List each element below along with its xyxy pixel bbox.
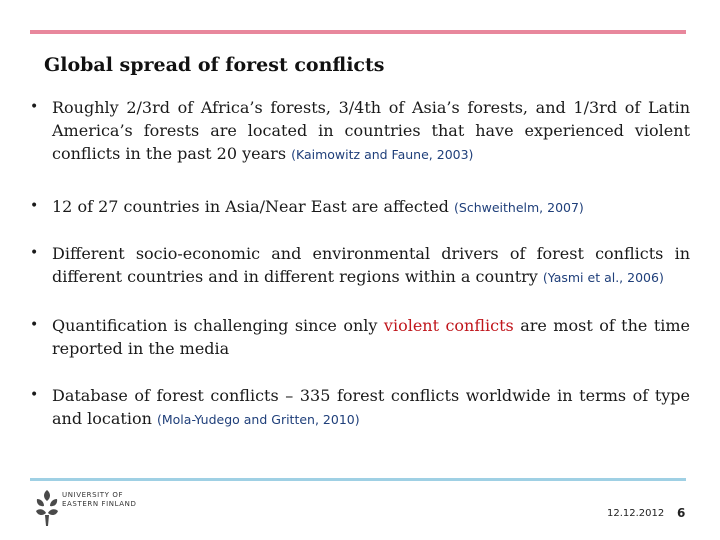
bullet-dot: • [30,245,39,261]
bullet-dot: • [30,387,39,403]
bullet-citation: (Yasmi et al., 2006) [542,270,664,285]
bullet-item [30,195,690,219]
bullet-item [30,384,690,431]
bullet-text: Different socio-economic and environmental drivers of forest conflicts in different countries and in different regions within a country [52,244,690,286]
bullet-item [30,242,690,289]
bullet-text: Quantification is challenging since only [52,316,378,335]
bullet-dot: • [30,198,39,214]
bullet-item [30,96,690,166]
top-divider [30,30,686,34]
bullet-citation: (Mola-Yudego and Gritten, 2010) [157,412,360,427]
slide-title: Global spread of forest conflicts [44,54,385,76]
bullet-text: Roughly 2/3rd of Africa’s forests, 3/4th of Asia’s forests, and 1/3rd of Latin America’s forests are located in countries that have experienced violent conflicts in the past 20 years [52,98,690,163]
bullet-citation: (Schweithelm, 2007) [454,200,584,215]
leaf-emblem-icon [36,490,58,526]
university-name-line2: EASTERN FINLAND [62,500,137,508]
highlight-violent-conflicts: violent conflicts [383,316,514,335]
bottom-divider [30,478,686,481]
university-name [62,491,136,509]
bullet-dot: • [30,317,39,333]
bullet-text: 12 of 27 countries in Asia/Near East are affected [52,197,449,216]
bullet-text: Database of forest conflicts – 335 forest conflicts worldwide in terms of type and location [52,386,690,428]
bullet-citation: (Kaimowitz and Faune, 2003) [291,147,474,162]
bullet-item [30,314,690,360]
university-name-line1: UNIVERSITY OF [62,491,124,499]
bullet-dot: • [30,99,39,115]
bullet-text: are most of the time reported in the media [52,316,691,358]
page-number: 6 [677,506,686,520]
slide-date: 12.12.2012 [607,508,665,519]
